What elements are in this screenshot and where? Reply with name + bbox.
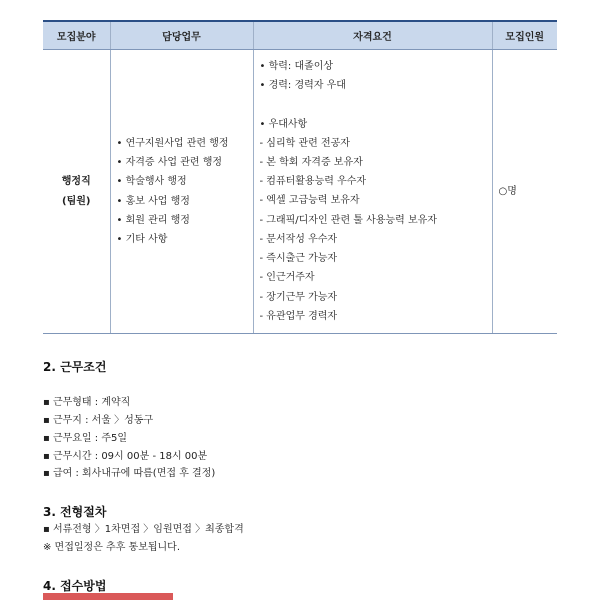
requirement-item: - 장기근무 가능자: [259, 291, 338, 303]
cut-off-red-text: [43, 593, 173, 600]
duty-item: • 홍보 사업 행정: [116, 195, 190, 207]
field-role: (팀원): [62, 195, 91, 207]
requirement-item: - 본 학회 자격증 보유자: [259, 157, 363, 169]
requirement-item: - 문서작성 우수자: [259, 233, 338, 245]
duty-item: • 학술행사 행정: [116, 176, 187, 188]
count-cell: [492, 50, 557, 334]
work-condition-item: ▪ 근무시간 : 09시 00분 - 18시 00분: [43, 451, 208, 462]
header-duties: 담당업무: [110, 21, 253, 50]
recruit-count: ○명: [498, 185, 517, 197]
table-row: [43, 50, 557, 334]
duty-item: • 회원 관리 행정: [116, 214, 190, 226]
duty-item: • 자격증 사업 관련 행정: [116, 157, 223, 169]
duties-cell: [110, 50, 253, 334]
duty-item: • 연구지원사업 관련 행정: [116, 137, 229, 149]
header-field: 모집분야: [43, 21, 110, 50]
requirement-item: - 인근거주자: [259, 272, 315, 284]
section-title-work-conditions: 2. 근무조건: [43, 360, 107, 374]
requirement-item: - 심리학 관련 전공자: [259, 137, 350, 149]
work-condition-item: ▪ 근무형태 : 계약직: [43, 397, 131, 408]
field-cell: [43, 50, 110, 334]
requirement-item: - 엑셀 고급능력 보유자: [259, 195, 360, 207]
work-condition-item: ▪ 근무요일 : 주5일: [43, 433, 128, 444]
selection-process-item: ▪ 서류전형 〉1차면접 〉임원면접 〉최종합격: [43, 524, 244, 535]
header-requirements: 자격요건: [253, 21, 492, 50]
requirement-item: - 유관업무 경력자: [259, 310, 338, 322]
recruitment-table: [43, 20, 557, 334]
requirement-item: • 우대사항: [259, 118, 308, 130]
section-title-application-method: 4. 접수방법: [43, 579, 107, 593]
section-title-selection-process: 3. 전형절차: [43, 505, 107, 519]
field-name: 행정직: [61, 175, 91, 187]
requirement-item: • 학력: 대졸이상: [259, 61, 334, 73]
header-count: 모집인원: [492, 21, 557, 50]
selection-process-note: ※ 면접일정은 추후 통보됩니다.: [43, 542, 181, 553]
requirement-item: • 경력: 경력자 우대: [259, 80, 346, 92]
work-condition-item: ▪ 근무지 : 서울 〉성동구: [43, 415, 154, 426]
requirement-item: - 그래픽/디자인 관련 툴 사용능력 보유자: [259, 214, 437, 226]
requirement-spacer: [260, 95, 492, 114]
requirement-item: - 즉시출근 가능자: [259, 253, 338, 265]
work-condition-item: ▪ 급여 : 회사내규에 따름(면접 후 결정): [43, 468, 216, 479]
table-header-row: [43, 21, 557, 50]
duty-item: • 기타 사항: [116, 233, 168, 245]
requirement-item: - 컴퓨터활용능력 우수자: [259, 176, 367, 188]
requirements-cell: [253, 50, 492, 334]
